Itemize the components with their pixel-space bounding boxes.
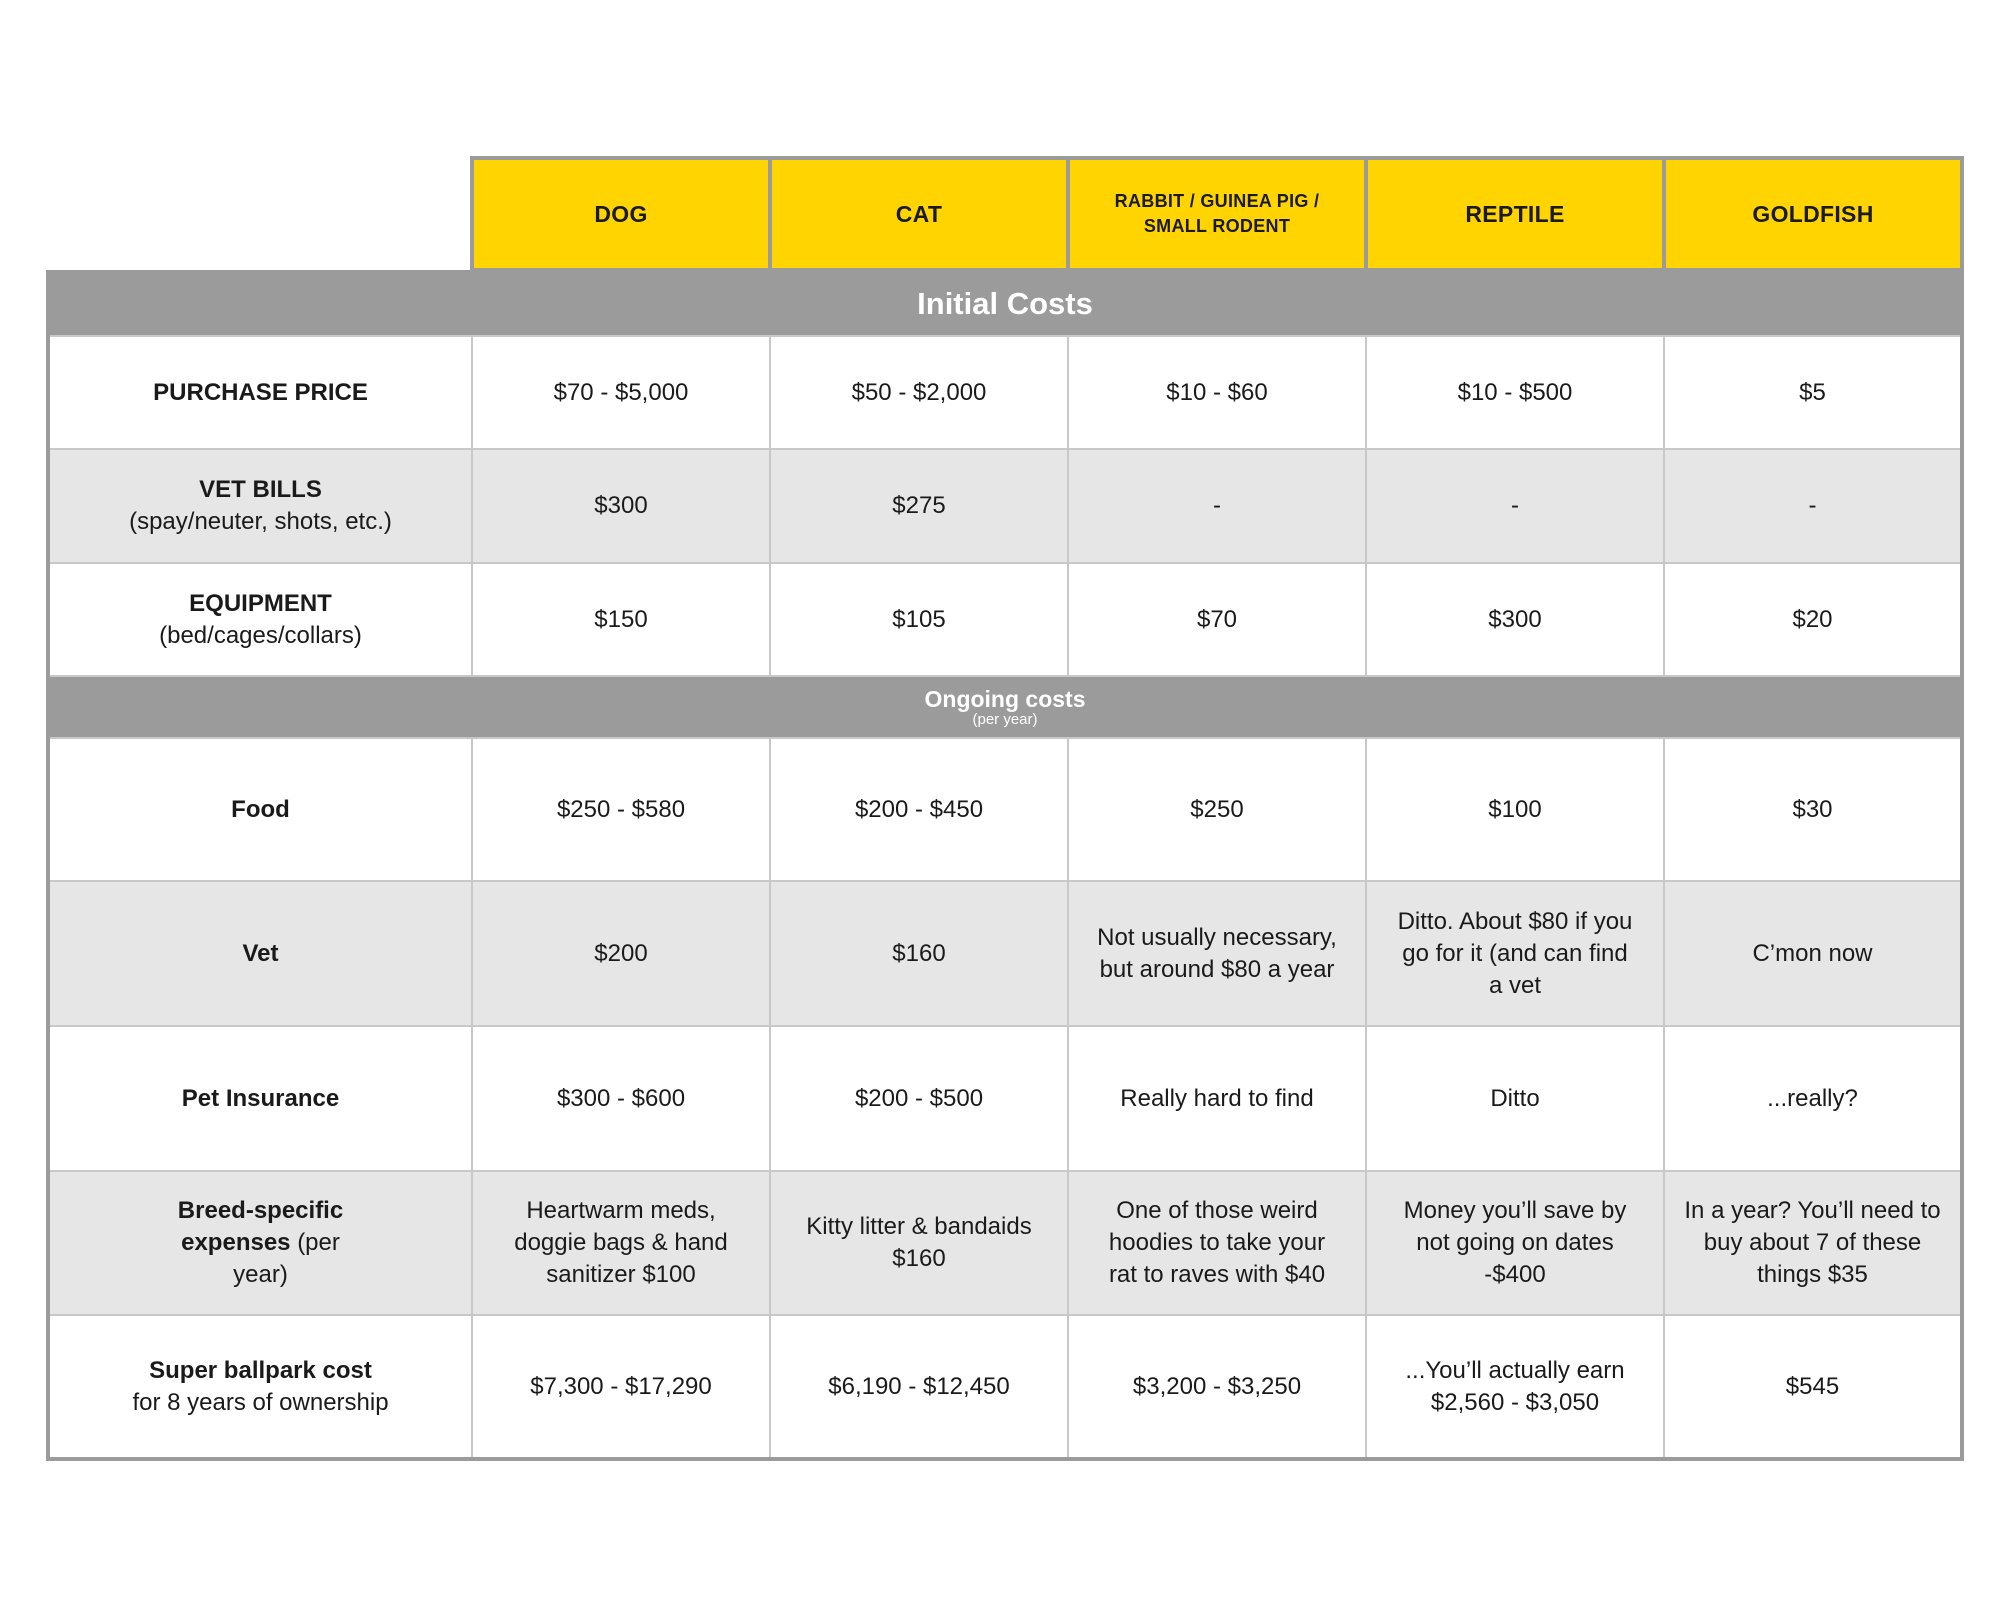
cell-value: Kitty litter & bandaids $160: [806, 1213, 1032, 1272]
cell-value: C’mon now: [1752, 939, 1873, 967]
column-header-reptile: REPTILE: [1366, 158, 1664, 270]
table-row: [48, 449, 1962, 563]
table-cell: [1664, 563, 1962, 676]
section-header: [48, 676, 1962, 738]
table-row: [48, 1026, 1962, 1171]
table-cell: [770, 881, 1068, 1026]
table-cell: [472, 1026, 770, 1171]
table-cell: [1366, 449, 1664, 563]
table-cell: [1664, 881, 1962, 1026]
table-cell: [770, 738, 1068, 881]
cell-value: -: [1511, 492, 1519, 519]
cell-value: $10 - $500: [1457, 378, 1573, 406]
table-cell: [1664, 336, 1962, 449]
section-header: [48, 270, 1962, 336]
table-cell: [1068, 1315, 1366, 1459]
cell-value: $7,300 - $17,290: [530, 1372, 712, 1400]
cell-value: Money you’ll save by not going on dates -$400: [1403, 1197, 1627, 1288]
table-body: [48, 270, 1962, 1459]
table-cell: [770, 1026, 1068, 1171]
cell-value: $100: [1488, 795, 1542, 823]
cell-value: $300 - $600: [556, 1084, 686, 1112]
cell-value: Ditto. About $80 if you go for it (and can find a vet: [1397, 907, 1633, 999]
table-cell: [472, 1315, 770, 1459]
cell-value: In a year? You’ll need to buy about 7 of these things $35: [1684, 1197, 1941, 1288]
column-header-cat: CAT: [770, 158, 1068, 270]
cell-value: $160: [892, 939, 946, 967]
table-cell: [1664, 449, 1962, 563]
table-cell: [1664, 1315, 1962, 1459]
table-row: [48, 881, 1962, 1026]
row-sublabel: (per year): [233, 1229, 340, 1288]
header-corner: [48, 158, 472, 270]
table-cell: [1664, 738, 1962, 881]
table-cell: [1068, 1171, 1366, 1315]
row-label: Pet Insurance: [181, 1084, 340, 1112]
row-label-wrap: [137, 1195, 385, 1291]
row-label: PURCHASE PRICE: [153, 378, 368, 406]
table-cell: [770, 1171, 1068, 1315]
table-cell: [1664, 1026, 1962, 1171]
cell-value: $105: [892, 605, 946, 633]
table-cell: [1366, 336, 1664, 449]
table-row: [48, 1171, 1962, 1315]
pet-cost-table: [46, 156, 1964, 1461]
row-label: Breed-specific expenses: [177, 1197, 344, 1256]
cell-value: $30: [1792, 795, 1833, 823]
table-row: [48, 336, 1962, 449]
cell-value: Ditto: [1490, 1084, 1540, 1112]
table-cell: [472, 563, 770, 676]
cell-value: Really hard to find: [1120, 1084, 1314, 1112]
table-cell: [1068, 336, 1366, 449]
column-header-small-animal-text: RABBIT / GUINEA PIG / SMALL RODENT: [1114, 191, 1320, 236]
row-label: Super ballpark cost: [149, 1356, 372, 1384]
table-row: [48, 563, 1962, 676]
cell-value: One of those weird hoodies to take your rat to raves with $40: [1108, 1197, 1326, 1288]
row-label-cell: [48, 336, 472, 449]
cell-value: $200 - $450: [854, 795, 984, 823]
table-cell: [1366, 1315, 1664, 1459]
cell-value: $275: [892, 492, 946, 519]
cell-value: $70 - $5,000: [553, 378, 689, 406]
row-label: EQUIPMENT: [189, 589, 332, 617]
column-header-small-animal: [1068, 158, 1366, 270]
table-cell: [770, 1315, 1068, 1459]
row-label-cell: [48, 563, 472, 676]
table-cell: [1068, 1026, 1366, 1171]
table-cell: [472, 738, 770, 881]
table-cell: [472, 449, 770, 563]
table-cell: [472, 881, 770, 1026]
row-label-cell: [48, 1171, 472, 1315]
cell-value: $3,200 - $3,250: [1132, 1372, 1302, 1400]
cell-value: ...You’ll actually earn $2,560 - $3,050: [1405, 1356, 1625, 1416]
table-row: [48, 1315, 1962, 1459]
cell-value: $50 - $2,000: [851, 378, 987, 406]
cell-value: $300: [1488, 605, 1542, 633]
section-title: Initial Costs: [917, 285, 1093, 321]
cell-value: $545: [1785, 1372, 1840, 1400]
cell-value: $20: [1792, 605, 1833, 633]
section-subtitle: (per year): [972, 710, 1038, 728]
row-sublabel: (spay/neuter, shots, etc.): [129, 508, 392, 535]
table-cell: [1068, 449, 1366, 563]
cell-value: $70: [1196, 605, 1238, 633]
table-cell: [1068, 563, 1366, 676]
cell-value: $250 - $580: [556, 795, 686, 823]
row-label-cell: [48, 449, 472, 563]
row-sublabel: (bed/cages/collars): [159, 621, 362, 649]
row-label-cell: [48, 738, 472, 881]
table-row: [48, 738, 1962, 881]
table-cell: [1068, 738, 1366, 881]
section-row: [48, 270, 1962, 336]
cell-value: $200: [594, 939, 648, 967]
table-cell: [1366, 563, 1664, 676]
row-label: Vet: [242, 939, 279, 967]
table-cell: [1366, 881, 1664, 1026]
section-title: Ongoing costs: [924, 685, 1086, 712]
cell-value: -: [1213, 492, 1221, 519]
table-cell: [1366, 1171, 1664, 1315]
cell-value: $10 - $60: [1166, 378, 1268, 406]
row-sublabel: for 8 years of ownership: [132, 1388, 389, 1416]
cell-value: Heartwarm meds, doggie bags & hand sanitizer $100: [514, 1197, 728, 1288]
table-cell: [1664, 1171, 1962, 1315]
cell-value: Not usually necessary, but around $80 a year: [1097, 923, 1337, 983]
cell-value: $300: [594, 492, 648, 519]
cell-value: $5: [1799, 378, 1826, 406]
row-label-cell: [48, 881, 472, 1026]
table-cell: [770, 336, 1068, 449]
table-cell: [1366, 1026, 1664, 1171]
cell-value: $250: [1190, 795, 1244, 823]
column-header-dog: DOG: [472, 158, 770, 270]
cell-value: $150: [594, 605, 648, 633]
row-label: Food: [231, 795, 290, 823]
table-cell: [472, 1171, 770, 1315]
column-header-goldfish: GOLDFISH: [1664, 158, 1962, 270]
table-cell: [1068, 881, 1366, 1026]
row-label-cell: [48, 1315, 472, 1459]
section-row: [48, 676, 1962, 738]
table-cell: [1366, 738, 1664, 881]
table-cell: [770, 449, 1068, 563]
cell-value: $6,190 - $12,450: [828, 1372, 1010, 1400]
table-cell: [770, 563, 1068, 676]
row-label-cell: [48, 1026, 472, 1171]
table-cell: [472, 336, 770, 449]
cell-value: ...really?: [1767, 1084, 1858, 1112]
cell-value: -: [1808, 492, 1817, 519]
cell-value: $200 - $500: [854, 1084, 984, 1112]
row-label: VET BILLS: [199, 476, 322, 503]
